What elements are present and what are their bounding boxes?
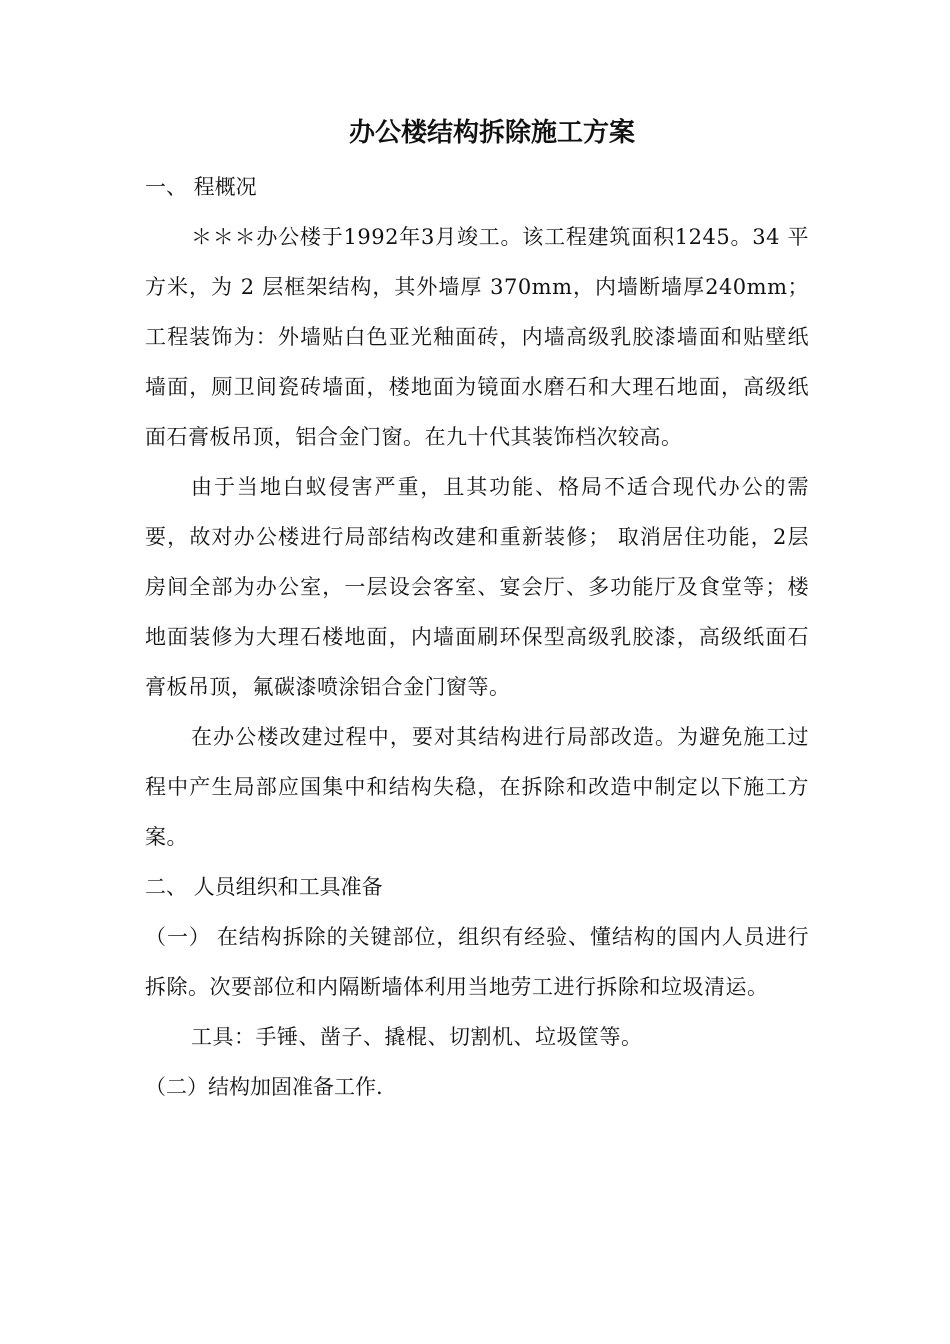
item-1-label: （一） (145, 925, 211, 949)
item-1-text: 在结构拆除的关键部位，组织有经验、懂结构的国内人员进行拆除。次要部位和内隔断墙体利用当地劳工进行拆除和垃圾清运。 (145, 925, 810, 999)
section-1-heading: 一、 程概况 (145, 175, 257, 199)
tools-line: 工具：手锤、凿子、撬棍、切割机、垃圾筐等。 (191, 1025, 643, 1049)
document-page (145, 108, 809, 1112)
section-2-heading: 二、 人员组织和工具准备 (145, 875, 383, 899)
section-2-item-2: （二）结构加固准备工作. (145, 1075, 383, 1099)
section-1-paragraph-3: 在办公楼改建过程中，要对其结构进行局部改造。为避免施工过程中产生局部应国集中和结构失稳，在拆除和改造中制定以下施工方案。 (145, 725, 809, 849)
section-2-item-1 (145, 912, 809, 1012)
section-1-paragraph-1: ＊＊＊办公楼于1992年3月竣工。该工程建筑面积1245。34 平方米，为 2 层框架结构，其外墙厚 370mm，内墙断墙厚240mm；工程装饰为：外墙贴白色亚光釉面砖，内墙高级乳胶漆墙面和贴壁纸墙面，厕卫间瓷砖墙面，楼地面为镜面水磨石和大理石地面，高级纸面石膏板吊顶，铝合金门窗。在九十代其装饰档次较高。 (145, 225, 809, 449)
document-title: 办公楼结构拆除施工方案 (348, 118, 635, 148)
section-1-paragraph-2: 由于当地白蚁侵害严重，且其功能、格局不适合现代办公的需要，故对办公楼进行局部结构改建和重新装修； 取消居住功能，2层房间全部为办公室，一层设会客室、宴会厅、多功能厅及食堂等；楼地面装修为大理石楼地面，内墙面刷环保型高级乳胶漆，高级纸面石膏板吊顶，氟碳漆喷涂铝合金门窗等。 (145, 475, 809, 699)
